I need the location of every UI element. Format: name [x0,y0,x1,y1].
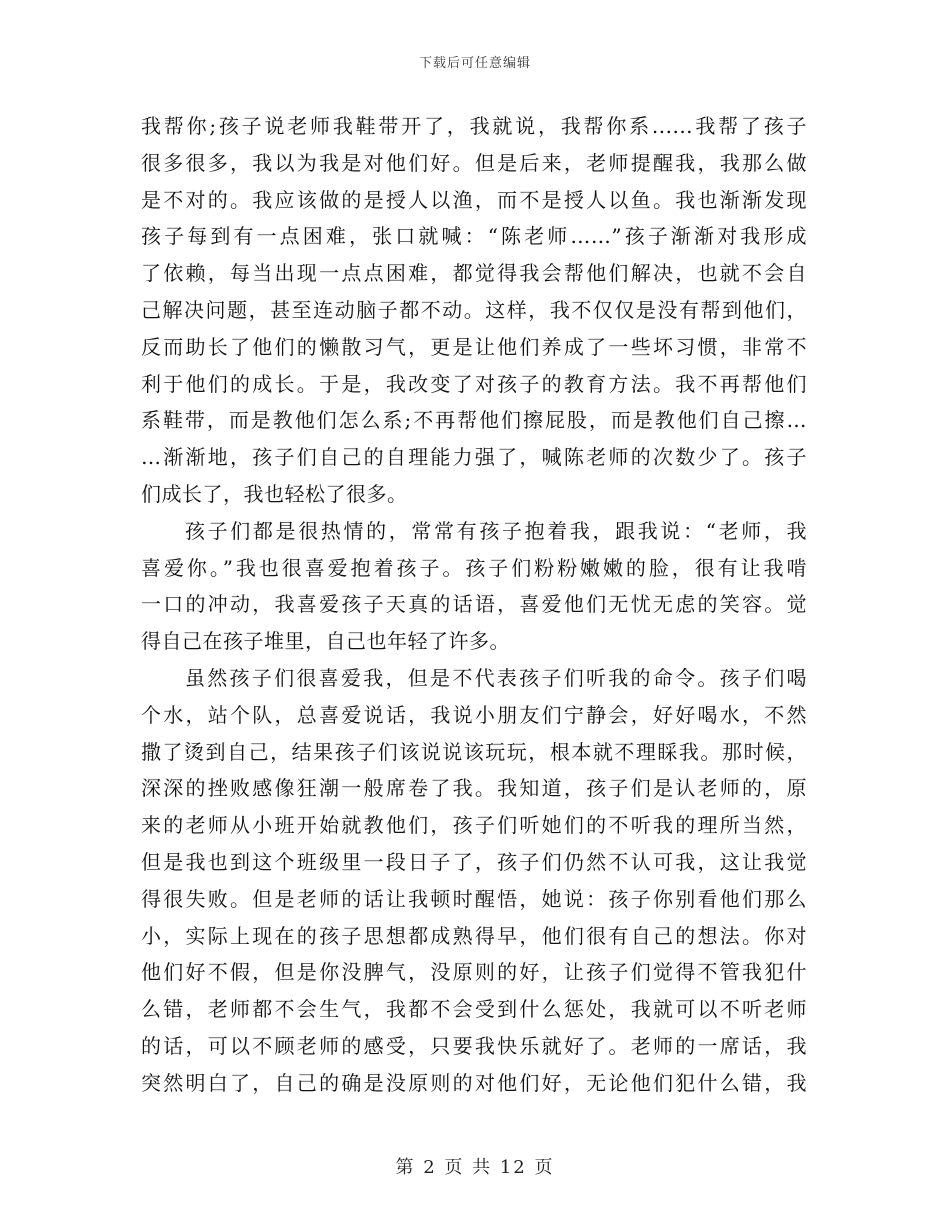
text-line: 的话，可以不顾老师的感受，只要我快乐就好了。老师的一席话，我 [141,1033,807,1058]
paragraph [141,660,807,1102]
text-line: 我帮你;孩子说老师我鞋带开了，我就说，我帮你系......我帮了孩子 [141,114,807,138]
text-line: 深深的挫败感像狂潮一般席卷了我。我知道，孩子们是认老师的，原 [141,776,807,801]
text-line: 撒了烫到自己，结果孩子们该说说该玩玩，根本就不理睬我。那时候， [141,739,807,764]
text-line: 虽然孩子们很喜爱我，但是不代表孩子们听我的命令。孩子们喝 [185,665,807,690]
text-line: 反而助长了他们的懒散习气，更是让他们养成了一些坏习惯，非常不 [141,334,807,359]
text-line: 喜爱你。”我也很喜爱抱着孩子。孩子们粉粉嫩嫩的脸，很有让我啃 [141,555,807,580]
text-line: 但是我也到这个班级里一段日子了，孩子们仍然不认可我，这让我觉 [141,849,807,874]
page-header: 下载后可任意编辑 [418,56,531,71]
text-line: 了依赖，每当出现一点点困难，都觉得我会帮他们解决，也就不会自 [141,261,807,286]
text-line: 是不对的。我应该做的是授人以渔，而不是授人以鱼。我也渐渐发现 [141,187,807,212]
text-line: 一口的冲动，我喜爱孩子天真的话语，喜爱他们无忧无虑的笑容。觉 [141,592,807,617]
text-line: …渐渐地，孩子们自己的自理能力强了，喊陈老师的次数少了。孩子 [141,445,807,470]
text-line: 得自己在孩子堆里，自己也年轻了许多。 [141,629,510,654]
text-line: 系鞋带，而是教他们怎么系;不再帮他们擦屁股，而是教他们自己擦… [141,408,807,433]
text-line: 很多很多，我以为我是对他们好。但是后来，老师提醒我，我那么做 [141,150,807,175]
text-line: 突然明白了，自己的确是没原则的对他们好，无论他们犯什么错，我 [141,1070,807,1095]
paragraph [141,108,807,513]
text-line: 孩子们都是很热情的，常常有孩子抱着我，跟我说：“老师，我 [185,518,807,543]
text-line: 利于他们的成长。于是，我改变了对孩子的教育方法。我不再帮他们 [141,371,807,396]
paragraph [141,513,807,660]
document-body [141,108,807,1102]
text-line: 小，实际上现在的孩子思想都成熟得早，他们很有自己的想法。你对 [141,923,807,948]
text-line: 得很失败。但是老师的话让我顿时醒悟，她说：孩子你别看他们那么 [141,886,807,911]
text-line: 孩子每到有一点困难，张口就喊：“陈老师……”孩子渐渐对我形成 [141,224,807,249]
text-line: 们成长了，我也轻松了很多。 [141,481,408,506]
text-line: 么错，老师都不会生气，我都不会受到什么惩处，我就可以不听老师 [141,997,807,1022]
text-line: 个水，站个队，总喜爱说话，我说小朋友们宁静会，好好喝水，不然 [141,702,807,727]
page-footer: 第 2 页 共 12 页 [395,1157,555,1178]
text-line: 他们好不假，但是你没脾气，没原则的好，让孩子们觉得不管我犯什 [141,960,807,985]
text-line: 己解决问题，甚至连动脑子都不动。这样，我不仅仅是没有帮到他们， [141,297,807,322]
text-line: 来的老师从小班开始就教他们，孩子们听她们的不听我的理所当然， [141,813,807,838]
